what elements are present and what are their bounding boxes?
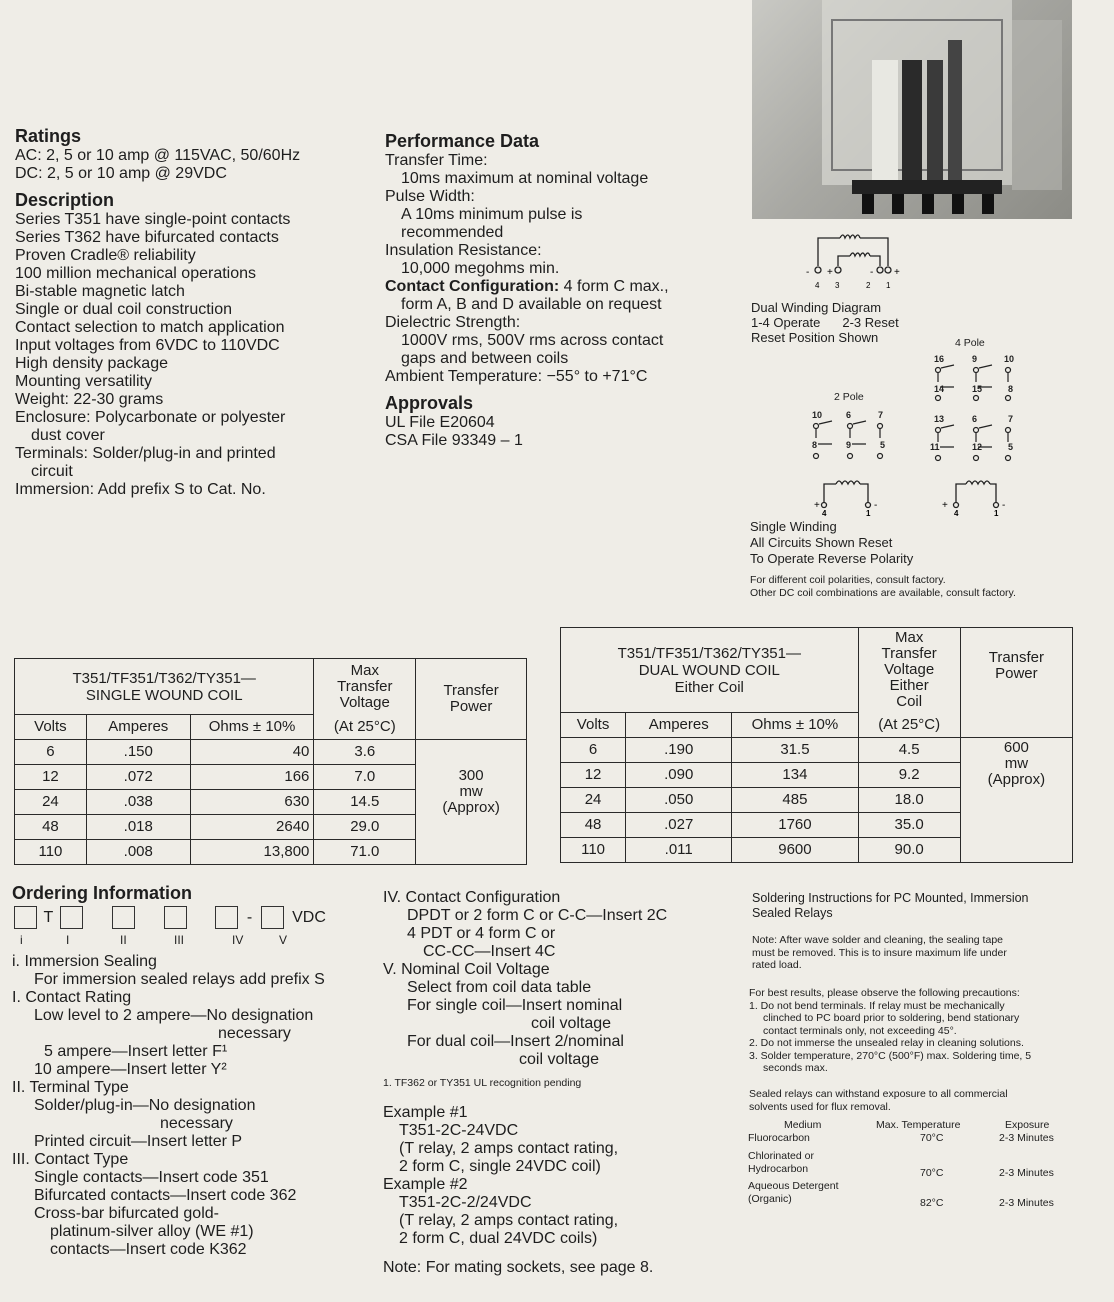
single-power-h2: Power — [449, 698, 493, 715]
sealed-line: solvents used for flux removal. — [749, 1100, 891, 1113]
cell: 9600 — [732, 838, 858, 863]
dual-title-l2: DUAL WOUND COIL — [638, 661, 780, 679]
dual-col-amperes: Amperes — [626, 713, 732, 738]
desc-line: High density package — [15, 355, 168, 372]
desc-line: Enclosure: Polycarbonate or polyester — [15, 409, 286, 426]
desc-line: Immersion: Add prefix S to Cat. No. — [15, 481, 266, 498]
perf-line: 1000V rms, 500V rms across contact — [401, 332, 664, 349]
code-vdc: VDC — [292, 908, 326, 926]
p2-n6: 6 — [846, 410, 852, 420]
dual-max-h2: Transfer — [881, 645, 937, 663]
cell: 9.2 — [858, 763, 960, 788]
cfg-line: coil voltage — [519, 1051, 600, 1068]
svg-text:-: - — [1002, 500, 1006, 511]
order-line: Cross-bar bifurcated gold- — [34, 1205, 219, 1222]
mating-sockets-note: Note: For mating sockets, see page 8. — [383, 1259, 654, 1276]
desc-line: Terminals: Solder/plug-in and printed — [15, 445, 276, 462]
cfg-line: coil voltage — [531, 1015, 612, 1032]
perf-line: Dielectric Strength: — [385, 314, 521, 331]
perf-line: A 10ms minimum pulse is — [401, 206, 583, 223]
p4-n5: 5 — [1008, 442, 1014, 452]
single-max-h2: Transfer — [337, 677, 393, 695]
table-row — [15, 740, 527, 765]
sw-right-n1: 1 — [994, 509, 999, 516]
example-line: 2 form C, dual 24VDC coils) — [399, 1230, 598, 1247]
cell: 630 — [190, 790, 314, 815]
sw-left-n4: 4 — [822, 509, 827, 516]
table-row — [748, 1180, 1073, 1210]
cell: 71.0 — [314, 840, 416, 865]
dual-power-v3: (Approx) — [987, 771, 1046, 788]
code-box-IV — [215, 906, 238, 929]
cell: 6 — [561, 738, 626, 763]
p4-n15: 15 — [972, 384, 983, 394]
cell: 90.0 — [858, 838, 960, 863]
precaution-line: 1. Do not bend terminals. If relay must be mechanically — [749, 999, 1005, 1012]
single-max-head — [314, 659, 416, 715]
cell: 18.0 — [858, 788, 960, 813]
dual-power-head — [960, 628, 1072, 738]
desc-line: Series T351 have single-point contacts — [15, 211, 291, 228]
solder-title-l2: Sealed Relays — [752, 906, 833, 920]
contact-config-section — [383, 889, 667, 1069]
cell: .008 — [86, 840, 190, 865]
numeral-IV: IV — [232, 933, 244, 947]
precaution-line: contact terminals only, not exceeding 45°. — [763, 1024, 957, 1037]
dual-caption-operate — [751, 315, 899, 330]
cell: 13,800 — [190, 840, 314, 865]
order-line: platinum-silver alloy (WE #1) — [50, 1223, 254, 1240]
single-power-v2: mw — [459, 783, 483, 800]
ratings-section — [15, 126, 300, 183]
dual-power-h1: Transfer — [988, 649, 1045, 666]
cell: 31.5 — [732, 738, 858, 763]
single-max-h1: Max — [350, 661, 379, 679]
soldering-sealed-note — [749, 1088, 1008, 1113]
ratings-dc: DC: 2, 5 or 10 amp @ 29VDC — [15, 165, 227, 182]
perf-line: Pulse Width: — [385, 188, 475, 205]
example-line: T351-2C-2/24VDC — [399, 1194, 532, 1211]
cell: .150 — [86, 740, 190, 765]
p2-n8: 8 — [812, 440, 818, 450]
table-row — [748, 1150, 1073, 1180]
order-line: Printed circuit—Insert letter P — [34, 1133, 243, 1150]
cell: 35.0 — [858, 813, 960, 838]
p4-n16: 16 — [934, 354, 945, 364]
svg-text:-: - — [806, 267, 810, 278]
dual-caption-title: Dual Winding Diagram — [751, 300, 882, 315]
single-winding-coil-right — [940, 474, 1010, 516]
cell: 12 — [15, 765, 87, 790]
p2-n10: 10 — [812, 410, 823, 420]
perf-line: Transfer Time: — [385, 152, 488, 169]
single-table-title — [15, 659, 314, 715]
p4-n8: 8 — [1008, 384, 1014, 394]
perf-line: Ambient Temperature: −55° to +71°C — [385, 368, 648, 385]
ordering-code-boxes — [14, 906, 326, 929]
pole4-contact-diagram — [928, 352, 1023, 467]
cell: 3.6 — [314, 740, 416, 765]
numeral-III: III — [174, 933, 185, 947]
cell: .038 — [86, 790, 190, 815]
perf-line: Insulation Resistance: — [385, 242, 542, 259]
order-line: Solder/plug-in—No designation — [34, 1097, 256, 1114]
cfg-line: CC-CC—Insert 4C — [423, 943, 556, 960]
ratings-heading: Ratings — [15, 126, 82, 146]
dual-title-l1: T351/TF351/T362/TY351— — [617, 644, 801, 662]
perf-contact-config — [385, 278, 669, 296]
ordering-section — [12, 883, 192, 904]
numeral-i: i — [20, 933, 23, 947]
dual-col-at25: (At 25°C) — [858, 713, 960, 738]
dual-max-h4: Either — [889, 677, 929, 695]
cfg-line: Select from coil data table — [407, 979, 592, 996]
desc-line: Input voltages from 6VDC to 110VDC — [15, 337, 280, 354]
soldering-note — [752, 934, 1007, 972]
single-winding-caption — [750, 519, 913, 567]
solvent-temp: 70°C — [920, 1132, 944, 1144]
svg-text:-: - — [874, 500, 878, 511]
code-letter-t: T — [43, 908, 54, 926]
desc-line: Weight: 22-30 grams — [15, 391, 164, 408]
cell: 4.5 — [858, 738, 960, 763]
desc-line: Proven Cradle® reliability — [15, 247, 196, 264]
example-line: Example #2 — [383, 1176, 468, 1193]
order-line: 10 ampere—Insert letter Y² — [34, 1061, 227, 1078]
dual-num-4: 4 — [815, 281, 820, 290]
sw-caption-operate: To Operate Reverse Polarity — [750, 551, 914, 566]
perf-line: 10,000 megohms min. — [401, 260, 560, 277]
ratings-ac: AC: 2, 5 or 10 amp @ 115VAC, 50/60Hz — [15, 147, 301, 164]
desc-line: circuit — [31, 463, 73, 480]
dual-caption-operate-text: 1-4 Operate — [751, 315, 821, 330]
dual-num-2: 2 — [866, 281, 871, 290]
cell: 6 — [15, 740, 87, 765]
code-dash: - — [246, 908, 253, 926]
desc-line: Bi-stable magnetic latch — [15, 283, 185, 300]
svg-text:+: + — [827, 267, 833, 278]
cell: .018 — [86, 815, 190, 840]
solder-title-l1: Soldering Instructions for PC Mounted, Immersion — [752, 891, 1029, 905]
single-power-h1: Transfer — [443, 682, 499, 699]
order-line: Bifurcated contacts—Insert code 362 — [34, 1187, 297, 1204]
precaution-line: 2. Do not immerse the unsealed relay in cleaning solutions. — [749, 1037, 1024, 1049]
cell: 110 — [15, 840, 87, 865]
table-row — [561, 738, 1073, 763]
cfg-line: DPDT or 2 form C or C-C—Insert 2C — [407, 907, 668, 924]
dual-caption-position: Reset Position Shown — [751, 330, 879, 345]
pole2-contact-diagram — [806, 406, 896, 466]
cell: 110 — [561, 838, 626, 863]
precaution-line: For best results, please observe the following precautions: — [749, 987, 1020, 999]
dual-caption-reset: 2-3 Reset — [842, 315, 899, 330]
perf-line: recommended — [401, 224, 504, 241]
numeral-I: I — [66, 933, 70, 947]
single-title-l1: T351/TF351/T362/TY351— — [72, 669, 256, 687]
dual-power-v2: mw — [1004, 755, 1029, 772]
dual-max-h1: Max — [894, 629, 924, 647]
single-col-volts: Volts — [15, 715, 87, 740]
sw-left-n1: 1 — [866, 509, 871, 516]
svg-text:+: + — [814, 500, 820, 511]
cell: 14.5 — [314, 790, 416, 815]
cfg-line: 4 PDT or 4 form C or — [407, 925, 556, 942]
perf-contact-value: 4 form C max., — [559, 278, 669, 295]
order-line: For immersion sealed relays add prefix S — [34, 971, 325, 988]
single-coil-table — [14, 658, 527, 865]
desc-line: 100 million mechanical operations — [15, 265, 257, 282]
description-heading: Description — [15, 190, 115, 210]
cfg-line: V. Nominal Coil Voltage — [383, 961, 550, 978]
solvent-medium: Aqueous Detergent (Organic) — [748, 1180, 839, 1205]
solvent-head-medium: Medium — [784, 1119, 822, 1131]
dual-power-v1: 600 — [1003, 739, 1029, 756]
soldering-title — [752, 891, 1029, 921]
solvent-exposure-table — [748, 1119, 1073, 1210]
ordering-details — [12, 953, 325, 1259]
cell: 485 — [732, 788, 858, 813]
code-box-I — [60, 906, 83, 929]
p2-n7: 7 — [878, 410, 884, 420]
p4-n9: 9 — [972, 354, 978, 364]
dual-power-value — [960, 738, 1072, 863]
relay-photo — [752, 0, 1072, 219]
precaution-line: clinched to PC board prior to soldering, bend stationary — [763, 1012, 1020, 1024]
cell: 40 — [190, 740, 314, 765]
cell: 48 — [15, 815, 87, 840]
desc-line: Single or dual coil construction — [15, 301, 233, 318]
p4-n14: 14 — [934, 384, 945, 394]
dual-winding-caption — [751, 300, 899, 345]
ul-footnote: 1. TF362 or TY351 UL recognition pending — [383, 1077, 582, 1089]
p4-n10: 10 — [1004, 354, 1015, 364]
coil-notes — [750, 574, 1016, 600]
p2-n5: 5 — [880, 440, 886, 450]
perf-line: form A, B and D available on request — [401, 296, 662, 313]
solvent-temp: 70°C — [920, 1167, 944, 1179]
cell: .011 — [626, 838, 732, 863]
p4-n12: 12 — [972, 442, 983, 452]
numeral-II: II — [120, 933, 127, 947]
solder-note-line: must be removed. This is to insure maximum life under — [752, 946, 1007, 959]
coil-note-polarity: For different coil polarities, consult factory. — [750, 574, 946, 586]
perf-line: 10ms maximum at nominal voltage — [401, 170, 649, 187]
dual-table-title — [561, 628, 859, 713]
single-max-h3: Voltage — [339, 693, 390, 711]
approval-ul: UL File E20604 — [385, 414, 495, 431]
order-line: necessary — [160, 1115, 233, 1132]
table-row — [748, 1132, 1073, 1150]
cell: 48 — [561, 813, 626, 838]
solvent-temp: 82°C — [920, 1197, 944, 1209]
single-power-value — [416, 740, 527, 865]
p4-n6: 6 — [972, 414, 978, 424]
cell: 7.0 — [314, 765, 416, 790]
dual-num-3: 3 — [835, 281, 840, 290]
svg-text:+: + — [894, 267, 900, 278]
order-line: Low level to 2 ampere—No designation — [34, 1007, 314, 1024]
cell: .050 — [626, 788, 732, 813]
pole2-label: 2 Pole — [834, 391, 864, 403]
description-section — [15, 190, 290, 499]
cell: .090 — [626, 763, 732, 788]
dual-col-ohms: Ohms ± 10% — [732, 713, 858, 738]
sw-right-n4: 4 — [954, 509, 959, 516]
solvent-exposure: 2-3 Minutes — [999, 1167, 1054, 1179]
examples-section — [383, 1104, 618, 1248]
example-line: 2 form C, single 24VDC coil) — [399, 1158, 601, 1175]
single-col-at25: (At 25°C) — [314, 715, 416, 740]
p2-n9: 9 — [846, 440, 852, 450]
single-power-v1: 300 — [458, 767, 484, 784]
ordering-heading: Ordering Information — [12, 883, 192, 903]
cell: 29.0 — [314, 815, 416, 840]
solvent-exposure: 2-3 Minutes — [999, 1197, 1054, 1209]
single-power-v3: (Approx) — [442, 799, 500, 816]
approvals-section — [385, 393, 523, 450]
order-line: necessary — [218, 1025, 291, 1042]
cell: 24 — [561, 788, 626, 813]
solder-note-line: Note: After wave solder and cleaning, the sealing tape — [752, 934, 1003, 946]
order-line: i. Immersion Sealing — [12, 953, 157, 970]
dual-num-1: 1 — [886, 281, 891, 290]
dual-col-volts: Volts — [561, 713, 626, 738]
single-winding-coil-left — [812, 474, 882, 516]
code-box-i — [14, 906, 37, 929]
dual-coil-table — [560, 627, 1073, 863]
order-line: III. Contact Type — [12, 1151, 129, 1168]
perf-contact-label: Contact Configuration: — [385, 278, 560, 295]
order-line: Single contacts—Insert code 351 — [34, 1169, 269, 1186]
dual-power-h2: Power — [995, 665, 1038, 682]
desc-line: Contact selection to match application — [15, 319, 285, 336]
order-line: II. Terminal Type — [12, 1079, 129, 1096]
pole4-label: 4 Pole — [955, 337, 985, 349]
code-box-II — [112, 906, 135, 929]
example-line: Example #1 — [383, 1104, 468, 1121]
cell: .190 — [626, 738, 732, 763]
sw-caption-title: Single Winding — [750, 519, 837, 534]
cfg-line: For dual coil—Insert 2/nominal — [407, 1033, 624, 1050]
solvent-head-temp: Max. Temperature — [876, 1119, 961, 1131]
single-title-l2: SINGLE WOUND COIL — [85, 686, 243, 704]
svg-text:-: - — [870, 267, 874, 278]
perf-line: gaps and between coils — [401, 350, 569, 367]
dual-winding-diagram — [800, 226, 915, 294]
sealed-line: Sealed relays can withstand exposure to all commercial — [749, 1088, 1008, 1100]
cell: .027 — [626, 813, 732, 838]
soldering-precautions — [749, 987, 1031, 1075]
cell: 1760 — [732, 813, 858, 838]
cell: 166 — [190, 765, 314, 790]
example-line: T351-2C-24VDC — [399, 1122, 519, 1139]
code-box-V — [261, 906, 284, 929]
p4-n13: 13 — [934, 414, 945, 424]
code-box-III — [164, 906, 187, 929]
approvals-heading: Approvals — [385, 393, 474, 413]
dual-title-l3: Either Coil — [674, 678, 744, 696]
desc-line: Series T362 have bifurcated contacts — [15, 229, 279, 246]
numeral-V: V — [279, 933, 288, 947]
p4-n11: 11 — [930, 442, 940, 452]
approval-csa: CSA File 93349 – 1 — [385, 432, 523, 449]
solder-note-line: rated load. — [752, 959, 802, 971]
performance-heading: Performance Data — [385, 131, 540, 151]
solvent-exposure: 2-3 Minutes — [999, 1132, 1054, 1144]
desc-line: dust cover — [31, 427, 105, 444]
dual-max-head — [858, 628, 960, 713]
coil-note-combos: Other DC coil combinations are available, consult factory. — [750, 587, 1016, 599]
precaution-line: 3. Solder temperature, 270°C (500°F) max. Soldering time, 5 — [749, 1049, 1032, 1062]
cell: 12 — [561, 763, 626, 788]
dual-max-h5: Coil — [896, 693, 923, 711]
solvent-medium: Fluorocarbon — [748, 1132, 810, 1144]
cfg-line: IV. Contact Configuration — [383, 889, 561, 906]
solvent-head-exposure: Exposure — [1005, 1119, 1050, 1131]
example-line: (T relay, 2 amps contact rating, — [399, 1212, 619, 1229]
cell: 2640 — [190, 815, 314, 840]
cell: 134 — [732, 763, 858, 788]
order-line: contacts—Insert code K362 — [50, 1241, 247, 1258]
order-line: 5 ampere—Insert letter F¹ — [44, 1043, 228, 1060]
p4-n7: 7 — [1008, 414, 1014, 424]
dual-max-h3: Voltage — [884, 661, 935, 679]
cell: .072 — [86, 765, 190, 790]
desc-line: Mounting versatility — [15, 373, 152, 390]
precaution-line: seconds max. — [763, 1062, 828, 1074]
svg-text:+: + — [942, 500, 948, 511]
cfg-line: For single coil—Insert nominal — [407, 997, 623, 1014]
solvent-medium: Chlorinated or Hydrocarbon — [748, 1150, 814, 1175]
single-col-amperes: Amperes — [86, 715, 190, 740]
single-power-head — [416, 659, 527, 740]
cell: 24 — [15, 790, 87, 815]
example-line: (T relay, 2 amps contact rating, — [399, 1140, 619, 1157]
single-col-ohms: Ohms ± 10% — [190, 715, 314, 740]
order-line: I. Contact Rating — [12, 989, 132, 1006]
performance-section — [385, 131, 669, 386]
sw-caption-reset: All Circuits Shown Reset — [750, 535, 893, 550]
